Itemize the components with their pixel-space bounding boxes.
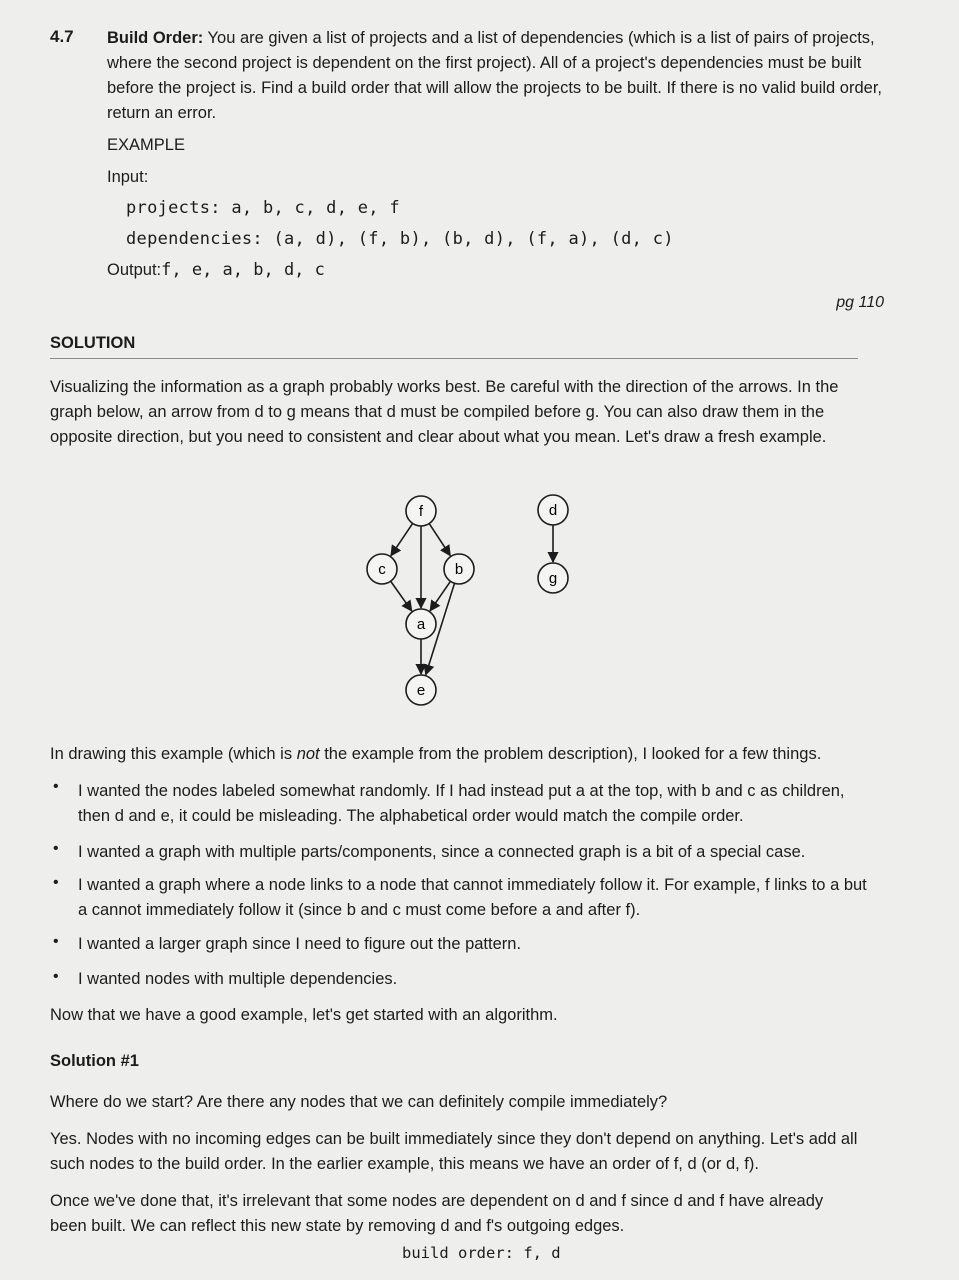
page-reference: pg 110: [836, 294, 884, 311]
bullet-dot: •: [53, 874, 59, 891]
bullet-item: I wanted nodes with multiple dependencies.: [78, 970, 398, 988]
graph-nodes: [367, 495, 568, 705]
intro-paragraph: Visualizing the information as a graph probably works best. Be careful with the direction of the arrows. In the graph below, an arrow from d to g means that d must be compiled before g. You can also draw them in the opposite direction, but you need to consistent and clear about what you mean. Let's draw a fresh example.: [50, 378, 839, 446]
bullet-item: I wanted a graph where a node links to a node that cannot immediately follow it. For example, f links to a but a cannot immediately follow it (since b and c must come before a and after f).: [78, 876, 867, 919]
now-paragraph: Now that we have a good example, let's get started with an algorithm.: [50, 1006, 558, 1024]
input-label: Input:: [107, 168, 149, 186]
bullet-dot: •: [53, 840, 59, 857]
drawing-intro-1: In drawing this example (which is: [50, 745, 297, 763]
bullet-item: I wanted the nodes labeled somewhat randomly. If I had instead put a at the top, with b and c as children, then d and e, it could be misleading. The alphabetical order would match the compile order.: [78, 782, 845, 825]
dependencies-line: dependencies: (a, d), (f, b), (b, d), (f, a), (d, c): [126, 229, 674, 249]
output-label: Output:: [107, 261, 162, 279]
node-label-b: b: [454, 561, 464, 578]
build-order-line: build order: f, d: [402, 1244, 561, 1262]
drawing-intro-2: the example from the problem description), I looked for a few things.: [319, 745, 822, 763]
problem-statement: [107, 26, 897, 126]
node-label-g: g: [548, 570, 558, 587]
graph-edges: [391, 523, 553, 674]
output-value: f, e, a, b, d, c: [161, 260, 325, 280]
question-paragraph: Where do we start? Are there any nodes that we can definitely compile immediately?: [50, 1093, 668, 1111]
drawing-intro: [50, 742, 860, 767]
edge-f-c: [391, 523, 413, 555]
node-label-c: c: [378, 561, 386, 578]
section-divider: [50, 358, 858, 359]
node-label-f: f: [418, 503, 424, 520]
edge-c-a: [391, 581, 412, 611]
projects-line: projects: a, b, c, d, e, f: [126, 198, 400, 218]
problem-text: You are given a list of projects and a list of dependencies (which is a list of pairs of projects, where the second project is dependent on the first project). All of a project's dependencies must be built before the project is. Find a build order that will allow the projects to be built. If there is no valid build order, return an error.: [107, 29, 883, 122]
bullet-dot: •: [53, 968, 59, 985]
drawing-intro-emphasis: not: [296, 745, 320, 763]
yes-paragraph: Yes. Nodes with no incoming edges can be built immediately since they don't depend on anything. Let's add all such nodes to the build order. In the earlier example, this means we have an order of f, d (or d, f).: [50, 1130, 858, 1173]
solution1-heading: Solution #1: [50, 1052, 139, 1070]
edge-f-b: [429, 524, 450, 556]
bullet-dot: •: [53, 933, 59, 950]
node-label-e: e: [416, 682, 426, 699]
problem-number: 4.7: [50, 27, 74, 46]
problem-title: Build Order:: [107, 29, 204, 47]
node-label-a: a: [416, 616, 426, 633]
solution-heading: SOLUTION: [50, 334, 136, 352]
dependency-graph: [355, 488, 595, 710]
bullet-item: I wanted a graph with multiple parts/components, since a connected graph is a bit of a special case.: [78, 843, 806, 861]
output-line: [107, 260, 325, 280]
example-label: EXAMPLE: [107, 136, 185, 154]
once-paragraph: Once we've done that, it's irrelevant that some nodes are dependent on d and f since d and f have already been built. We can reflect this new state by removing d and f's outgoing edges.: [50, 1192, 824, 1235]
node-label-d: d: [548, 502, 558, 519]
bullet-item: I wanted a larger graph since I need to figure out the pattern.: [78, 935, 522, 953]
bullet-dot: •: [53, 778, 59, 795]
